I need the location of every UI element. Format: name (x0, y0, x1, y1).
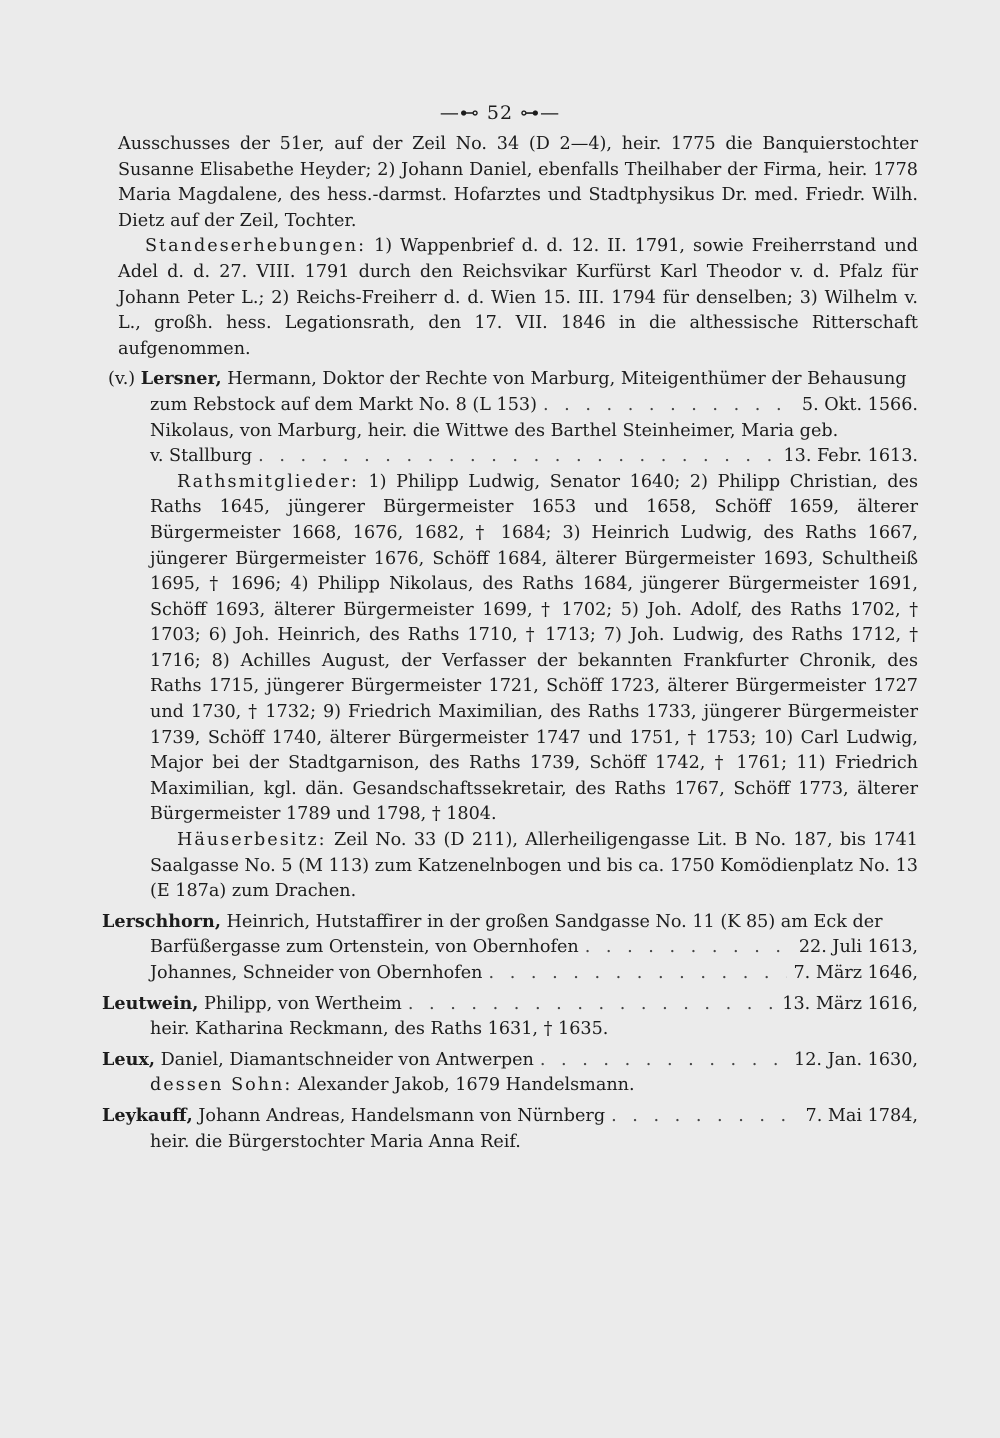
page-number: —⊷ 52 ⊶— (439, 102, 561, 124)
entry-leykauff (102, 1103, 918, 1155)
lerschhorn-line3 (118, 961, 918, 987)
entry-lerschhorn (102, 909, 918, 987)
leader-dots (408, 992, 776, 1018)
lerschhorn-line1 (102, 909, 918, 936)
leykauff-line1-desc: Johann Andreas, Handelsmann von Nürnberg (192, 1105, 606, 1126)
leux-name: Leux, (102, 1048, 155, 1070)
leux-line2-text: Alexander Jakob, 1679 Handelsmann. (292, 1075, 635, 1096)
lerschhorn-line3-date: 7. März 1646, (793, 963, 918, 983)
haeuserbesitz-label: Häuserbesitz: (177, 830, 327, 851)
leutwein-line1-desc: Philipp, von Wertheim (198, 993, 402, 1014)
lersner-prefix: (v.) (108, 369, 141, 390)
lersner-line2-text: zum Rebstock auf dem Markt No. 8 (L 153) (150, 394, 537, 415)
lerschhorn-name: Lerschhorn, (102, 910, 221, 932)
leader-dots (489, 961, 788, 987)
lersner-name: Lersner, (140, 368, 222, 390)
lerschhorn-line2-date: 22. Juli 1613, (798, 937, 918, 958)
leader-dots (543, 393, 796, 419)
leader-dots (585, 935, 793, 961)
rathsmitglieder-text: 1) Philipp Ludwig, Senator 1640; 2) Philipp Christian, des Raths 1645, jüngerer Bürgermeister 1653 und 1658, Schöff 1659, älterer Bürgermeister 1668, 1676, 1682, † 1684; 3) Heinrich Ludwig, des Raths 1667, jüngerer Bürgermeister 1676, Schöff 1684, älterer Bürgermeister 1693, Schultheiß 1695, † 1696; 4) Philipp Nikolaus, des Raths 1684, jüngerer Bürgermeister 1691, Schöff 1693, älterer Bürgermeister 1699, † 1702; 5) Joh. Adolf, des Raths 1702, † 1703; 6) Joh. Heinrich, des Raths 1710, † 1713; 7) Joh. Ludwig, des Raths 1712, † 1716; 8) Achilles August, der Verfasser der bekannten Frankfurter Chronik, des Raths 1715, jüngerer Bürgermeister 1721, Schöff 1723, älterer Bürgermeister 1727 und 1730, † 1732; 9) Friedrich Maximilian, des Raths 1733, jüngerer Bürgermeister 1739, Schöff 1740, älterer Bürgermeister 1747 und 1751, † 1753; 10) Carl Ludwig, Major bei der Stadtgarnison, des Raths 1739, Schöff 1742, † 1761; 11) Friedrich Maximilian, kgl. dän. Gesandschaftssekretair, des Raths 1767, Schöff 1773, älterer Bürgermeister 1789 und 1798, † 1804. (150, 471, 918, 825)
standeserhebungen-text: 1) Wappenbrief d. d. 12. II. 1791, sowie Freiherrstand und Adel d. d. 27. VIII. 1791 durch den Reichsvikar Kurfürst Karl Theodor v. d. Pfalz für Johann Peter L.; 2) Reichs-Freiherr d. d. Wien 15. III. 1794 für denselben; 3) Wilhelm v. L., großh. hess. Legationsrath, den 17. VII. 1846 in die althessische Ritterschaft aufgenommen. (118, 236, 918, 359)
haeuserbesitz-text: Zeil No. 33 (D 211), Allerheiligengasse Lit. B No. 187, bis 1741 Saalgasse No. 5 (M 113) zum Katzenelnbogen und bis ca. 1750 Komödienplatz No. 13 (E 187a) zum Drachen. (150, 830, 918, 902)
leux-line1-desc: Daniel, Diamantschneider von Antwerpen (154, 1049, 534, 1070)
leykauff-line2: heir. die Bürgerstochter Maria Anna Reif. (150, 1131, 521, 1152)
leux-line1 (102, 1047, 918, 1074)
page-body (102, 132, 918, 1155)
lersner-line4 (118, 444, 918, 470)
leykauff-name: Leykauff, (102, 1104, 193, 1126)
lersner-line2 (118, 393, 918, 419)
lersner-line4-date: 13. Febr. 1613. (783, 446, 918, 467)
rathsmitglieder-label: Rathsmitglieder: (177, 471, 359, 492)
leykauff-line1-text (102, 1103, 605, 1130)
lersner-line4-text: v. Stallburg (150, 446, 253, 467)
leux-line2-label: dessen Sohn: (150, 1075, 293, 1096)
lersner-line1-text: Hermann, Doktor der Rechte von Marburg, Miteigenthümer der Behausung (221, 369, 907, 390)
paragraph-rathsmitglieder (118, 470, 918, 828)
leutwein-name: Leutwein, (102, 992, 199, 1014)
leader-dots (540, 1048, 788, 1074)
paragraph-standeserhebungen (118, 234, 918, 362)
lerschhorn-line2-text: Barfüßergasse zum Ortenstein, von Obernhofen (150, 937, 579, 958)
lerschhorn-line2 (118, 935, 918, 961)
lerschhorn-line1-text: Heinrich, Hutstaffirer in der großen Sandgasse No. 11 (K 85) am Eck der (220, 911, 883, 932)
leader-dots (611, 1104, 799, 1130)
leutwein-line1-text (102, 991, 402, 1018)
paragraph-ausschusses: Ausschusses der 51er, auf der Zeil No. 34 (D 2—4), heir. 1775 die Banquierstochter Susanne Elisabethe Heyder; 2) Johann Daniel, ebenfalls Theilhaber der Firma, heir. 1778 Maria Magdalene, des hess.-darmst. Hofarztes und Stadtphysikus Dr. med. Friedr. Wilh. Dietz auf der Zeil, Tochter. (118, 134, 918, 231)
leutwein-line1 (102, 991, 918, 1018)
leux-line1-date: 12. Jan. 1630, (794, 1049, 918, 1070)
lersner-line2-date: 5. Okt. 1566. (801, 394, 918, 415)
leux-line1-text (102, 1047, 534, 1074)
entry-leux (102, 1047, 918, 1099)
entry-lersner (108, 366, 918, 904)
entry-leutwein (102, 991, 918, 1043)
leader-dots (258, 444, 777, 470)
lerschhorn-line3-text: Johannes, Schneider von Obernhofen (150, 963, 483, 983)
leutwein-line1-date: 13. März 1616, (782, 993, 918, 1014)
lersner-line3: Nikolaus, von Marburg, heir. die Wittwe des Barthel Steinheimer, Maria geb. (150, 420, 839, 441)
paragraph-haeuserbesitz (118, 828, 918, 905)
leutwein-line2: heir. Katharina Reckmann, des Raths 1631, † 1635. (150, 1019, 609, 1040)
leykauff-line1-date: 7. Mai 1784, (805, 1105, 918, 1126)
standeserhebungen-label: Standeserhebungen: (145, 236, 367, 257)
lersner-line1 (108, 366, 918, 393)
leykauff-line1 (102, 1103, 918, 1130)
leux-line2 (118, 1073, 918, 1099)
